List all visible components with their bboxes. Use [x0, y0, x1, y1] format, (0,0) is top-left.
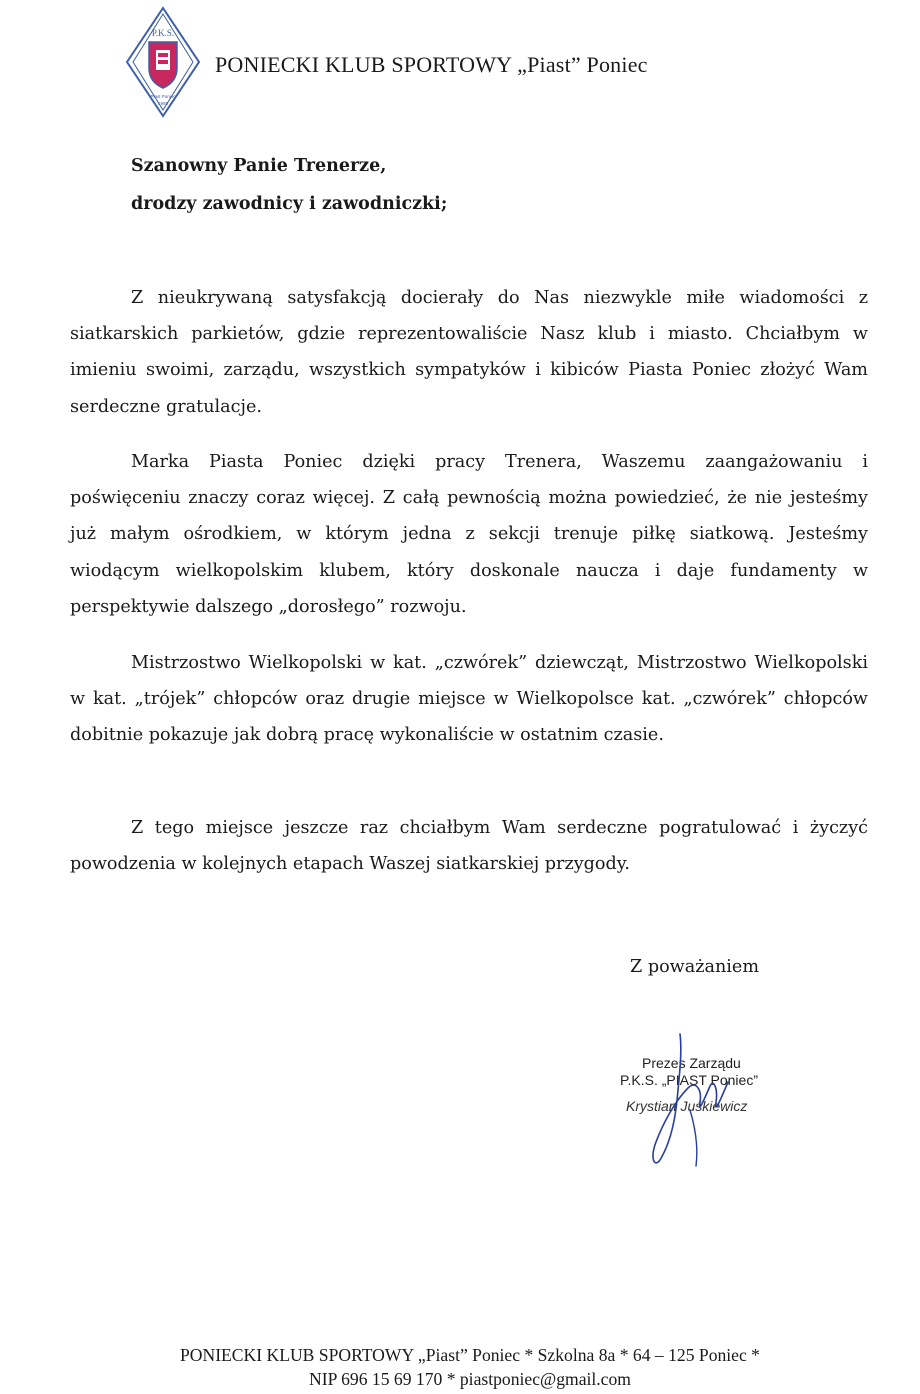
- paragraph-4: Z tego miejsce jeszcze raz chciałbym Wam serdeczne pogratulować i życzyć powodzenia w kolejnych etapach Waszej siatkarskiej przygody.: [70, 818, 868, 875]
- handwritten-signature: [630, 1030, 760, 1170]
- footer-line-1: PONIECKI KLUB SPORTOWY „Piast” Poniec * Szkolna 8a * 64 – 125 Poniec *: [180, 1345, 760, 1365]
- stamp-title: Prezes Zarządu: [642, 1055, 741, 1071]
- organization-name: PONIECKI KLUB SPORTOWY „Piast” Poniec: [215, 52, 648, 77]
- club-logo: [125, 6, 201, 118]
- footer-line-2: NIP 696 15 69 170 * piastponiec@gmail.com: [309, 1369, 631, 1389]
- letterhead: [125, 6, 745, 118]
- salutation-line-2: drodzy zawodnicy i zawodniczki;: [131, 194, 448, 214]
- footer: [0, 1343, 920, 1391]
- paragraph-1: Z nieukrywaną satysfakcją docierały do Nas niezwykle miłe wiadomości z siatkarskich parkietów, gdzie reprezentowaliście Nasz klub i miasto. Chciałbym w imieniu swoimi, zarządu, wszystkich sympatyków i kibiców Piasta Poniec złożyć Wam serdeczne gratulacje.: [70, 288, 868, 417]
- paragraph-2: Marka Piasta Poniec dzięki pracy Trenera, Waszemu zaangażowaniu i poświęceniu znaczy coraz więcej. Z całą pewnością można powiedzieć, że nie jesteśmy już małym ośrodkiem, w którym jedna z sekcji trenuje piłkę siatkową. Jesteśmy wiodącym wielkopolskim klubem, który doskonale naucza i daje fundamenty w perspektywie dalszego „dorosłego” rozwoju.: [70, 452, 868, 617]
- logo-year: 1985: [157, 101, 169, 106]
- stamp-club: P.K.S. „PIAST Poniec”: [620, 1072, 758, 1088]
- paragraph-3: Mistrzostwo Wielkopolski w kat. „czwórek” dziewcząt, Mistrzostwo Wielkopolski w kat. „trójek” chłopców oraz drugie miejsce w Wielkopolsce kat. „czwórek” chłopców dobitnie pokazuje jak dobrą pracę wykonaliście w ostatnim czasie.: [70, 653, 868, 746]
- salutation-line-1: Szanowny Panie Trenerze,: [131, 156, 387, 176]
- logo-text-bottom: Piast Poniec: [150, 94, 176, 99]
- logo-text-top: P.K.S.: [151, 28, 175, 38]
- closing: Z poważaniem: [630, 957, 760, 977]
- stamp-name: Krystian Juśkiewicz: [626, 1098, 748, 1114]
